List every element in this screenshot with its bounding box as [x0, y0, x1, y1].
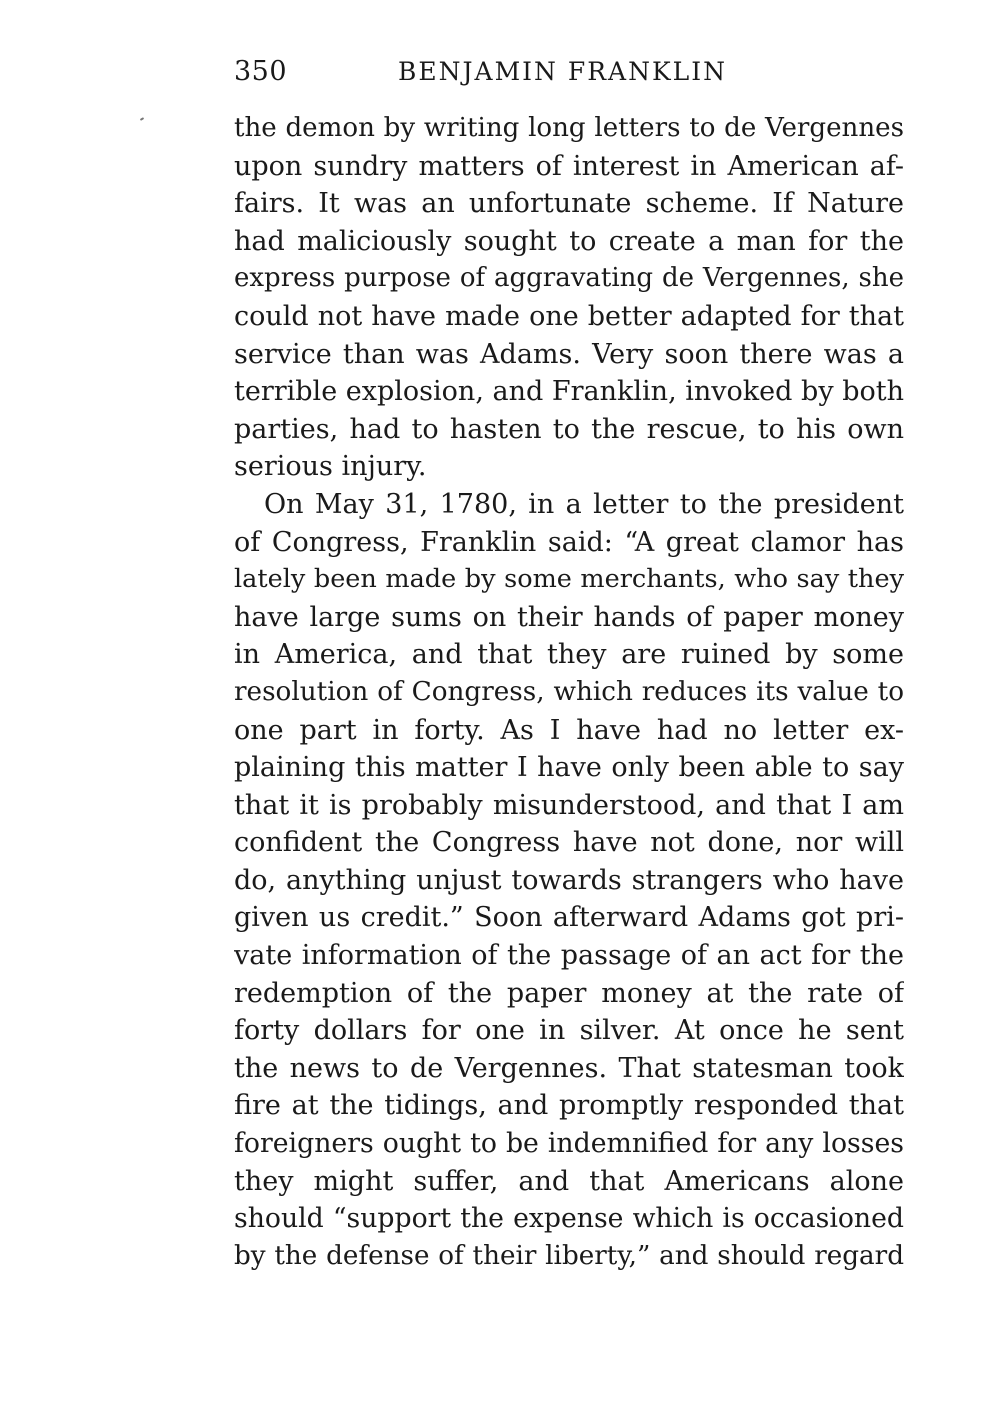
text-line: upon sundry matters of interest in American af- — [234, 150, 904, 182]
text-line: should “support the expense which is occasioned — [234, 1203, 904, 1235]
text-line: foreigners ought to be indemnified for any losses — [234, 1128, 904, 1160]
text-line: resolution of Congress, which reduces its value to — [234, 676, 904, 707]
text-line: redemption of the paper money at the rate of — [234, 977, 904, 1009]
text-line: had maliciously sought to create a man for the — [234, 225, 904, 257]
page-number: 350 — [234, 56, 288, 87]
text-line: by the defense of their liberty,” and should regard — [234, 1240, 904, 1271]
text-line: forty dollars for one in silver. At once he sent — [234, 1015, 904, 1047]
text-line: in America, and that they are ruined by some — [234, 639, 904, 671]
text-line: given us credit.” Soon afterward Adams got pri- — [234, 902, 904, 934]
text-line: have large sums on their hands of paper money — [234, 601, 904, 633]
text-line: could not have made one better adapted for that — [234, 300, 904, 332]
body-text — [234, 110, 904, 1275]
paper-speck — [140, 117, 144, 121]
text-line: the news to de Vergennes. That statesman took — [234, 1052, 904, 1084]
running-title: BENJAMIN FRANKLIN — [398, 57, 727, 86]
text-line: On May 31, 1780, in a letter to the president — [264, 488, 904, 520]
text-line: service than was Adams. Very soon there was a — [234, 338, 904, 370]
text-line: do, anything unjust towards strangers who have — [234, 864, 904, 896]
text-line: plaining this matter I have only been able to say — [234, 752, 904, 784]
text-line: lately been made by some merchants, who say they — [234, 564, 904, 595]
text-line: serious injury. — [234, 451, 427, 483]
text-line: one part in forty. As I have had no letter ex- — [234, 714, 904, 746]
text-line: confident the Congress have not done, nor will — [234, 827, 904, 859]
text-line: of Congress, Franklin said: “A great clamor has — [234, 526, 904, 558]
page-header — [234, 52, 904, 92]
text-line: fairs. It was an unfortunate scheme. If Nature — [234, 188, 904, 220]
text-line: terrible explosion, and Franklin, invoked by both — [234, 376, 904, 408]
text-line: the demon by writing long letters to de Vergennes — [234, 113, 904, 143]
paragraph-1 — [234, 110, 904, 486]
text-line: vate information of the passage of an act for the — [234, 940, 904, 972]
text-line: express purpose of aggravating de Vergennes, she — [234, 263, 904, 294]
text-line: that it is probably misunderstood, and that I am — [234, 789, 904, 821]
text-line: parties, had to hasten to the rescue, to his own — [234, 413, 904, 445]
paragraph-2 — [234, 486, 904, 1275]
text-line: they might suffer, and that Americans alone — [234, 1165, 904, 1197]
text-line: fire at the tidings, and promptly responded that — [234, 1090, 904, 1122]
